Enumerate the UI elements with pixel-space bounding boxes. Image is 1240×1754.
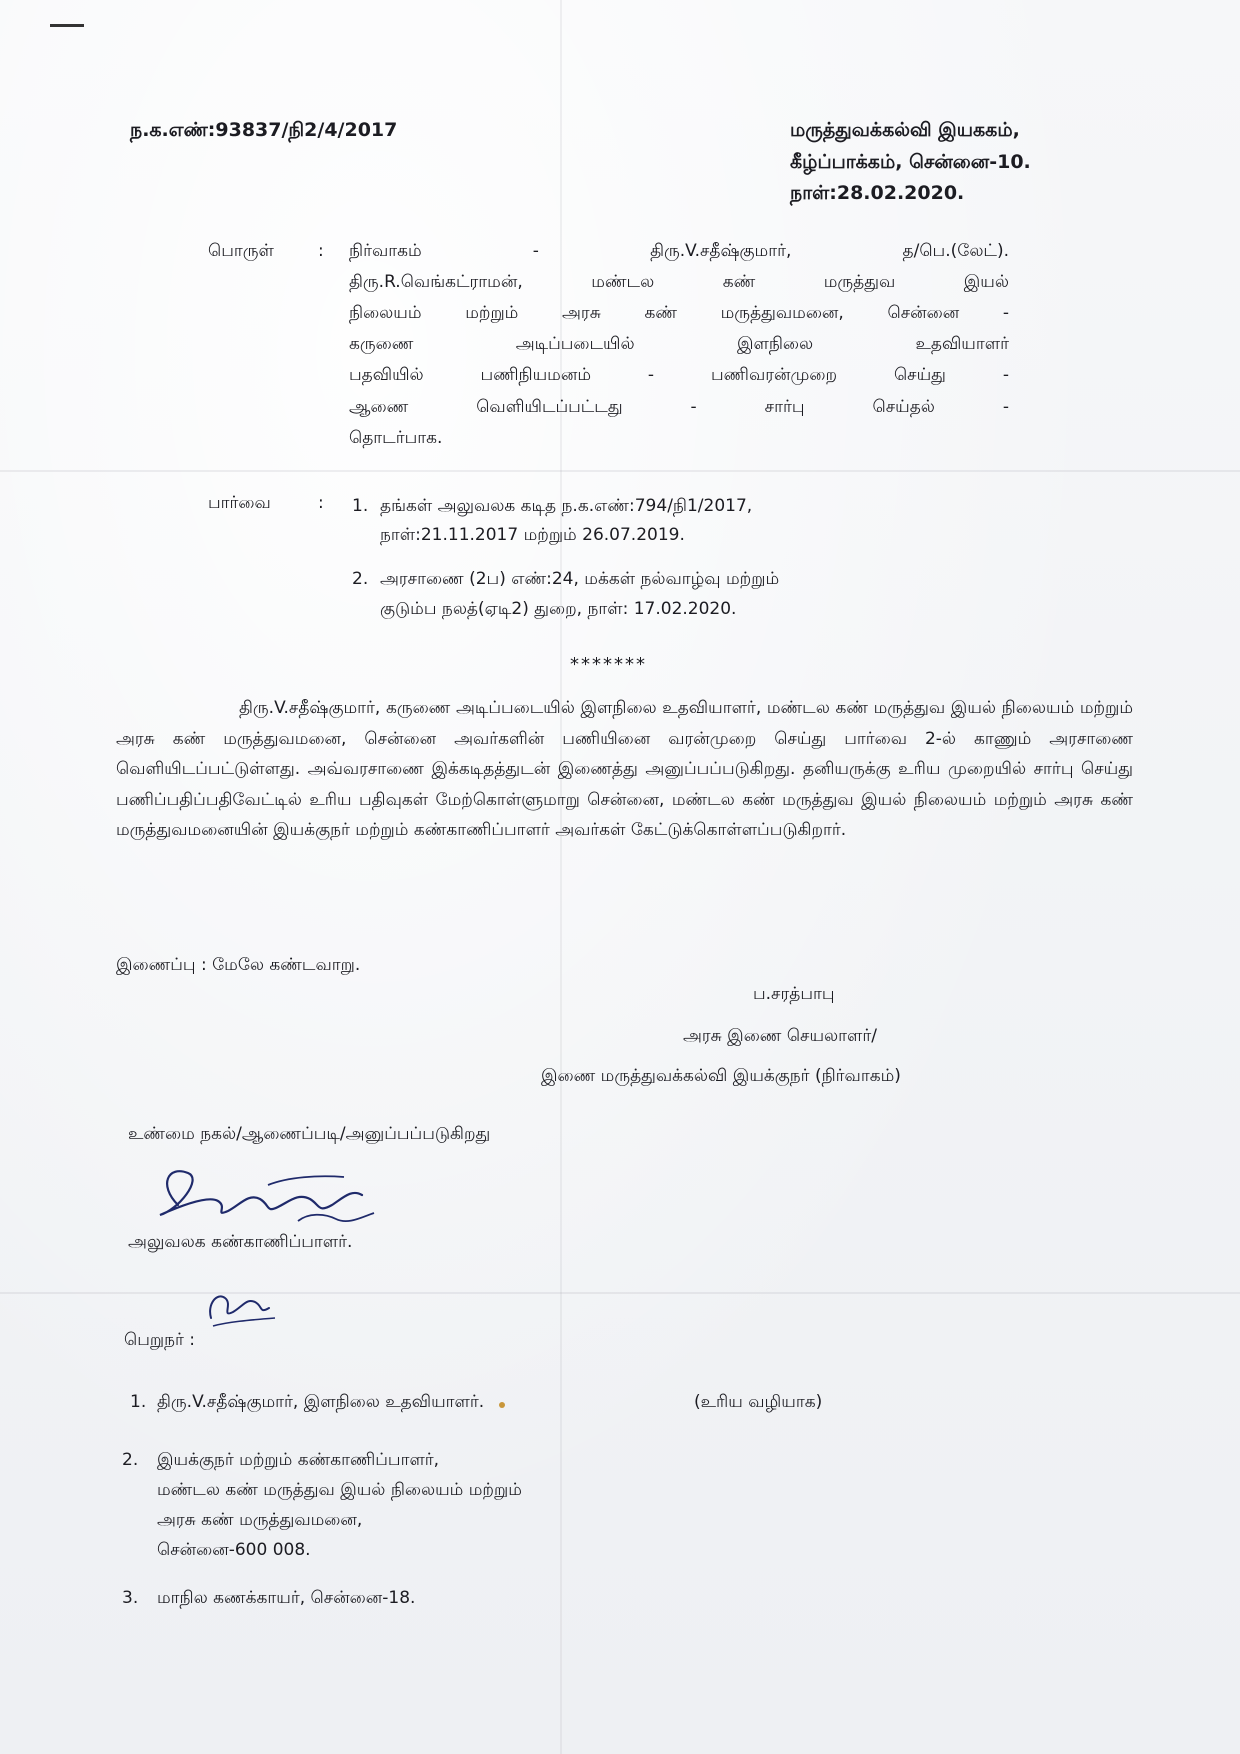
office-address: கீழ்ப்பாக்கம், சென்னை-10. [790, 151, 1031, 173]
initials-mark [203, 1278, 283, 1338]
subject-line: நிலையம் மற்றும் அரசு கண் மருத்துவமனை, சென்னை - [349, 303, 1009, 323]
recipient-line: அரசு கண் மருத்துவமனை, [157, 1510, 363, 1530]
separator: ******* [570, 654, 647, 675]
reference-item-line: குடும்ப நலத்(ஏடி2) துறை, நாள்: 17.02.2020. [380, 599, 737, 619]
reference-item-line: அரசாணை (2ப) எண்:24, மக்கள் நல்வாழ்வு மற்றும் [380, 569, 780, 589]
recipient-line: மண்டல கண் மருத்துவ இயல் நிலையம் மற்றும் [157, 1480, 522, 1500]
reference-item-line: நாள்:21.11.2017 மற்றும் 26.07.2019. [380, 525, 685, 545]
ink-dot [499, 1402, 505, 1408]
enclosure-line: இணைப்பு : மேலே கண்டவாறு. [116, 955, 361, 975]
subject-line: பதவியில் பணிநியமனம் - பணிவரன்முறை செய்து - [349, 365, 1009, 385]
office-name: மருத்துவக்கல்வி இயககம், [790, 119, 1020, 141]
signatory-name: ப.சரத்பாபு [753, 984, 835, 1004]
recipient-line: திரு.V.சதீஷ்குமார், இளநிலை உதவியாளர். [157, 1392, 485, 1412]
subject-line: திரு.R.வெங்கட்ராமன், மண்டல கண் மருத்துவ இயல் [349, 272, 1009, 292]
recipient-line: சென்னை-600 008. [157, 1540, 311, 1560]
subject-line: கருணை அடிப்படையில் இளநிலை உதவியாளர் [349, 334, 1009, 354]
subject-line: தொடர்பாக. [349, 428, 443, 448]
recipient-line: இயக்குநர் மற்றும் கண்காணிப்பாளர், [157, 1450, 440, 1470]
recipient-number: 1. [130, 1392, 147, 1412]
recipient-number: 2. [122, 1450, 139, 1470]
corner-mark [50, 24, 84, 27]
subject-label: பொருள் [208, 241, 274, 261]
signatory-title: இணை மருத்துவக்கல்வி இயக்குநர் (நிர்வாகம்) [541, 1066, 901, 1086]
subject-line: நிர்வாகம் - திரு.V.சதீஷ்குமார், த/பெ.(லேட்). [349, 241, 1009, 261]
fold-line [0, 1292, 1240, 1294]
subject-line: ஆணை வெளியிடப்பட்டது - சார்பு செய்தல் - [349, 397, 1009, 417]
subject-colon: : [318, 241, 324, 261]
reference-item-number: 2. [352, 569, 369, 589]
letter-date: நாள்:28.02.2020. [790, 182, 965, 204]
signatory-title: அரசு இணை செயலாளர்/ [683, 1026, 877, 1046]
recipient-line: மாநில கணக்காயர், சென்னை-18. [157, 1588, 416, 1608]
attestation-designation: அலுவலக கண்காணிப்பாளர். [128, 1232, 353, 1252]
reference-number: ந.க.எண்:93837/நி2/4/2017 [130, 119, 398, 141]
reference-item-line: தங்கள் அலுவலக கடித ந.க.எண்:794/நி1/2017, [380, 496, 753, 516]
reference-item-number: 1. [352, 496, 369, 516]
recipient-number: 3. [122, 1588, 139, 1608]
fold-line [0, 470, 1240, 472]
recipients-label: பெறுநர் : [124, 1330, 196, 1350]
reference-colon: : [318, 493, 324, 513]
body-paragraph: திரு.V.சதீஷ்குமார், கருணை அடிப்படையில் இளநிலை உதவியாளர், மண்டல கண் மருத்துவ இயல் நிலையம் மற்றும் அரசு கண் மருத்துவமனை, சென்னை அவர்களின் பணியினை வரன்முறை செய்து பார்வை 2-ல் காணும் அரசாணை வெளியிடப்பட்டுள்ளது. அவ்வரசாணை இக்கடிதத்துடன் இணைத்து அனுப்பப்படுகிறது. தனியருக்கு உரிய முறையில் சார்பு செய்து பணிப்பதிப்பதிவேட்டில் உரிய பதிவுகள் மேற்கொள்ளுமாறு சென்னை, மண்டல கண் மருத்துவ இயல் நிலையம் மற்றும் அரசு கண் மருத்துவமனையின் இயக்குநர் மற்றும் கண்காணிப்பாளர் அவர்கள் கேட்டுக்கொள்ளப்படுகிறார். [116, 698, 1133, 840]
reference-label: பார்வை [208, 493, 271, 513]
attestation-line: உண்மை நகல்/ஆணைப்படி/அனுப்பப்படுகிறது [128, 1124, 491, 1144]
recipient-note: (உரிய வழியாக) [694, 1392, 823, 1412]
